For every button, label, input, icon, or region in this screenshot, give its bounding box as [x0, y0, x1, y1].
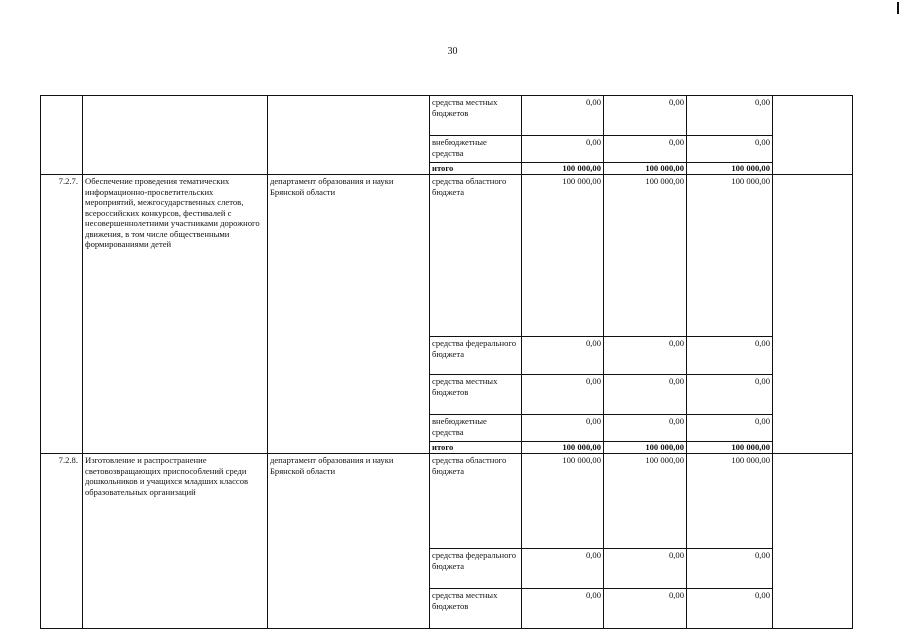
source-label: средства федерального бюджета: [430, 337, 522, 375]
value-year-2: 100 000,00: [604, 454, 687, 549]
page-number: 30: [447, 46, 458, 57]
budget-table: [40, 95, 853, 629]
value-year-3: 0,00: [687, 415, 773, 442]
value-year-2: 0,00: [604, 415, 687, 442]
table-row: [41, 96, 853, 136]
value-year-2: 0,00: [604, 589, 687, 629]
value-year-2: 0,00: [604, 549, 687, 589]
total-year-3: 100 000,00: [687, 442, 773, 454]
source-label: внебюджетные средства: [430, 415, 522, 442]
total-label: итого: [430, 163, 522, 175]
empty-cell: [773, 96, 853, 175]
value-year-1: 0,00: [522, 415, 604, 442]
total-year-3: 100 000,00: [687, 163, 773, 175]
value-year-2: 0,00: [604, 96, 687, 136]
value-year-1: 0,00: [522, 375, 604, 415]
source-label: средства областного бюджета: [430, 454, 522, 549]
source-label: средства федерального бюджета: [430, 549, 522, 589]
item-executor: департамент образования и науки Брянской области: [268, 454, 430, 629]
value-year-1: 0,00: [522, 549, 604, 589]
total-year-2: 100 000,00: [604, 442, 687, 454]
value-year-2: 0,00: [604, 337, 687, 375]
empty-cell: [773, 175, 853, 454]
value-year-2: 100 000,00: [604, 175, 687, 337]
item-title: [83, 96, 268, 175]
table-row: [41, 454, 853, 549]
value-year-1: 0,00: [522, 136, 604, 163]
value-year-3: 0,00: [687, 337, 773, 375]
total-year-1: 100 000,00: [522, 442, 604, 454]
value-year-2: 0,00: [604, 136, 687, 163]
empty-cell: [773, 454, 853, 629]
value-year-3: 0,00: [687, 589, 773, 629]
source-label: средства местных бюджетов: [430, 589, 522, 629]
value-year-3: 0,00: [687, 96, 773, 136]
total-year-2: 100 000,00: [604, 163, 687, 175]
item-executor: департамент образования и науки Брянской области: [268, 175, 430, 454]
source-label: средства местных бюджетов: [430, 96, 522, 136]
source-label: внебюджетные средства: [430, 136, 522, 163]
value-year-2: 0,00: [604, 375, 687, 415]
value-year-1: 100 000,00: [522, 454, 604, 549]
value-year-1: 100 000,00: [522, 175, 604, 337]
item-code: 7.2.8.: [41, 454, 83, 629]
value-year-1: 0,00: [522, 96, 604, 136]
scan-edge-mark: [897, 2, 899, 14]
item-code: [41, 96, 83, 175]
value-year-3: 0,00: [687, 549, 773, 589]
table-row: [41, 175, 853, 337]
value-year-1: 0,00: [522, 589, 604, 629]
total-year-1: 100 000,00: [522, 163, 604, 175]
item-title: Изготовление и распространение световозвращающих приспособлений среди дошкольников и учащихся младших классов образовательных организаций: [83, 454, 268, 629]
value-year-3: 0,00: [687, 375, 773, 415]
value-year-3: 0,00: [687, 136, 773, 163]
item-executor: [268, 96, 430, 175]
source-label: средства местных бюджетов: [430, 375, 522, 415]
value-year-1: 0,00: [522, 337, 604, 375]
source-label: средства областного бюджета: [430, 175, 522, 337]
value-year-3: 100 000,00: [687, 454, 773, 549]
total-label: итого: [430, 442, 522, 454]
item-code: 7.2.7.: [41, 175, 83, 454]
item-title: Обеспечение проведения тематических информационно-просветительских мероприятий, межгосударственных слетов, всероссийских конкурсов, фестивалей с несовершеннолетними участниками дорожного движения, в том числе общественными формированиями детей: [83, 175, 268, 454]
value-year-3: 100 000,00: [687, 175, 773, 337]
